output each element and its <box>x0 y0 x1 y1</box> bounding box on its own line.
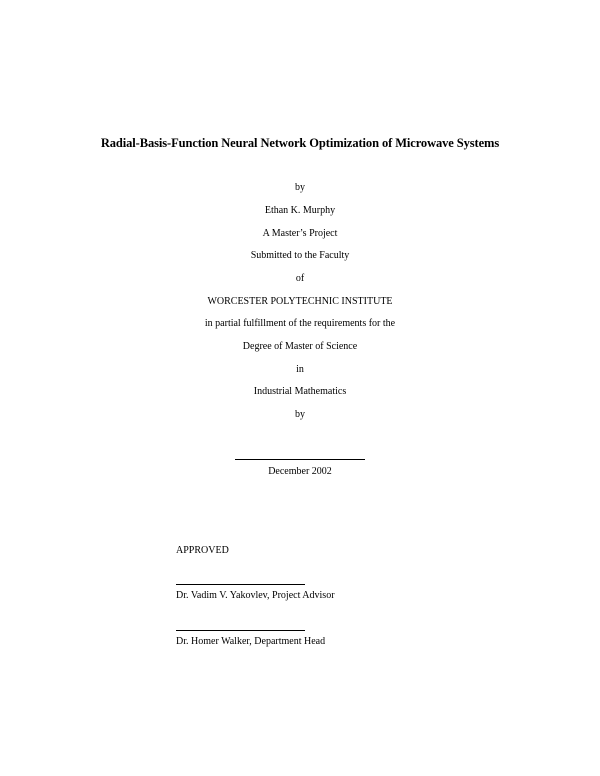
author-name: Ethan K. Murphy <box>264 205 336 216</box>
in-text: in <box>296 364 304 375</box>
partial-fulfillment-text: in partial fulfillment of the requirements for the <box>204 318 396 329</box>
institute-name: WORCESTER POLYTECHNIC INSTITUTE <box>207 296 393 307</box>
signature-line-author <box>235 459 365 460</box>
degree-text: Degree of Master of Science <box>242 341 358 352</box>
thesis-title: Radial-Basis-Function Neural Network Optimization of Microwave Systems <box>100 136 500 150</box>
of-text: of <box>295 273 305 284</box>
signature-line-advisor <box>176 584 305 585</box>
by-text-2: by <box>295 409 305 420</box>
date-text: December 2002 <box>268 466 332 477</box>
approved-heading: APPROVED <box>176 545 229 556</box>
project-type: A Master’s Project <box>262 228 338 239</box>
department-head-signature-label: Dr. Homer Walker, Department Head <box>176 636 326 647</box>
signature-line-head <box>176 630 305 631</box>
field-text: Industrial Mathematics <box>253 386 347 397</box>
submitted-text: Submitted to the Faculty <box>250 250 350 261</box>
by-text: by <box>295 182 305 193</box>
advisor-signature-label: Dr. Vadim V. Yakovlev, Project Advisor <box>176 590 335 601</box>
